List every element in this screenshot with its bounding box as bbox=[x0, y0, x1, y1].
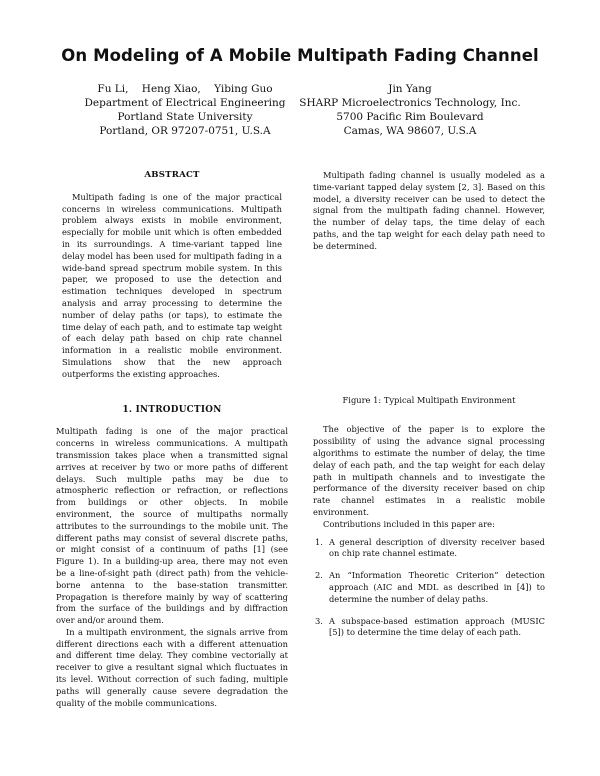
section-1-heading: 1. INTRODUCTION bbox=[122, 404, 222, 415]
right-paragraph-2: The objective of the paper is to explore the possibility of using the advance signal processing algorithms to estimate the number of delay, the time delay of each path, and the tap weight for each delay path in multipath channels and to investigate the performance of the diversity receiver based on chip rate channel estimates in a realistic mobile environment. bbox=[313, 424, 545, 517]
abstract-text: Multipath fading is one of the major practical concerns in wireless communications. Multipath problem always exists in mobile environment, especially for mobile unit which is often embedded in its surroundings. A time-variant tapped line delay model has been used for multipath fading in a wide-band spread spectrum mobile system. In this paper, we proposed to use the detection and estimation techniques developed in spectrum analysis and array processing to determine the number of delay paths (or taps), to estimate the time delay of each path, and to estimate tap weight of each delay path based on chip rate channel information in a realistic mobile environment. Simulations show that the new approach outperforms the existing approaches. bbox=[62, 191, 282, 379]
right-column bbox=[313, 170, 545, 649]
contribution-number: 1. bbox=[315, 536, 323, 547]
right-paragraph-1: Multipath fading channel is usually modeled as a time-variant tapped delay system [2, 3]. Based on this model, a diversity receiver can be used to detect the signal from the multipath fading channel. However, the number of delay taps, the time delay of each paths, and the tap weight for each delay path need to be determined. bbox=[313, 170, 545, 251]
contribution-number: 2. bbox=[315, 570, 323, 581]
contribution-text: A subspace-based estimation approach (MUSIC [5]) to determine the time delay of each path. bbox=[329, 615, 545, 638]
author-address-right: Camas, WA 98607, U.S.A bbox=[343, 125, 477, 137]
author-address-left: Portland, OR 97207-0751, U.S.A bbox=[99, 125, 271, 137]
author-names-left: Fu Li, Heng Xiao, Yibing Guo bbox=[97, 83, 273, 95]
author-department: Department of Electrical Engineering bbox=[84, 97, 286, 109]
contribution-text: A general description of diversity receiver based on chip rate channel estimate. bbox=[329, 536, 545, 559]
abstract-block bbox=[56, 192, 288, 381]
left-column bbox=[56, 170, 288, 709]
contribution-item bbox=[313, 537, 545, 561]
author-block-right bbox=[290, 82, 530, 138]
figure-1-caption: Figure 1: Typical Multipath Environment bbox=[342, 394, 516, 405]
abstract-heading: ABSTRACT bbox=[144, 170, 200, 180]
author-street: 5700 Pacific Rim Boulevard bbox=[336, 111, 484, 123]
paper-title: On Modeling of A Mobile Multipath Fading Channel bbox=[61, 46, 539, 65]
contribution-item bbox=[313, 616, 545, 640]
contribution-item bbox=[313, 570, 545, 605]
author-names-right: Jin Yang bbox=[388, 83, 432, 95]
contributions-list bbox=[313, 537, 545, 640]
author-block-left bbox=[70, 82, 300, 138]
contribution-number: 3. bbox=[315, 615, 323, 626]
author-company: SHARP Microelectronics Technology, Inc. bbox=[299, 97, 521, 109]
intro-paragraph-1: Multipath fading is one of the major practical concerns in wireless communications. A multipath transmission takes place when a transmitted signal arrives at receiver by two or more paths of different delays. Such multiple paths may be due to atmospheric reflection or refraction, or reflections from buildings or other objects. In mobile environment, the source of multipaths normally attributes to the surroundings to the mobile unit. The different paths may consist of several discrete paths, or might consist of a continuum of paths [1] (see Figure 1). In a building-up area, there may not even be a line-of-sight path (direct path) from the vehicle-borne antenna to the base-station transmitter. Propagation is therefore mainly by way of scattering from the surface of the buildings and by diffraction over and/or around them. bbox=[56, 426, 288, 626]
contribution-text: An “Information Theoretic Criterion” detection approach (AIC and MDL as described in [4]) to determine the number of delay paths. bbox=[329, 570, 545, 604]
author-university: Portland State University bbox=[117, 111, 253, 123]
intro-paragraph-2: In a multipath environment, the signals arrive from different directions each with a different attenuation and different time delay. They combine vectorially at receiver to give a resultant signal which fluctuates in its level. Without correction of such fading, multiple paths will generally cause severe degradation the quality of the mobile communications. bbox=[56, 626, 288, 708]
right-paragraph-3: Contributions included in this paper are: bbox=[323, 518, 495, 529]
figure-1-placeholder bbox=[313, 253, 545, 395]
